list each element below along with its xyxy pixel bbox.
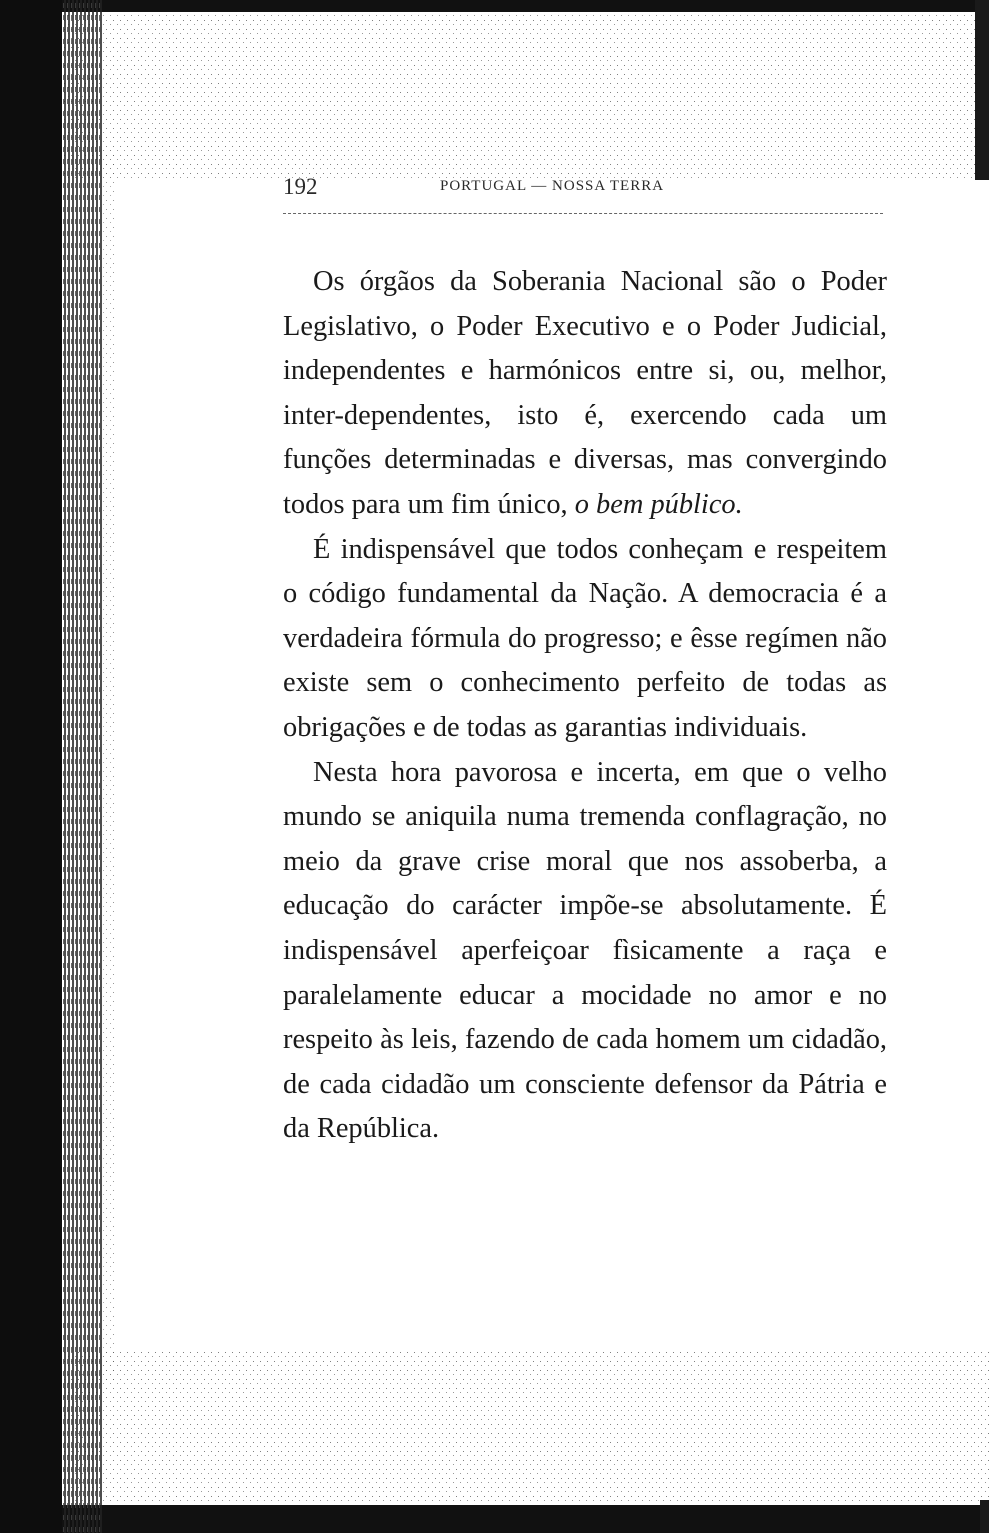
body-text	[283, 260, 887, 1152]
paragraph	[283, 260, 887, 528]
header-rule	[283, 213, 883, 214]
paragraph: Nesta hora pavorosa e incerta, em que o velho mundo se aniquila numa tremenda conflagração, no meio da grave crise moral que nos assoberba, a educação do carácter impõe-se absolutamente. É indispensável aperfeiçoar fìsicamente a raça e paralelamente educar a mocidade no amor e no respeito às leis, fazendo de cada homem um cidadão, de cada cidadão um consciente defensor da Pátria e da República.	[283, 756, 887, 1145]
page-header	[283, 174, 883, 204]
paragraph: É indispensável que todos conheçam e respeitem o código fundamental da Nação. A democracia é a verdadeira fórmula do progresso; e êsse regímen não existe sem o conhecimento perfeito de todas as obrigações e de todas as garantias individuais.	[283, 533, 887, 743]
page-number: 192	[283, 174, 318, 199]
running-title: PORTUGAL — NOSSA TERRA	[440, 178, 665, 194]
emphasis-text: o bem público.	[574, 488, 743, 520]
paragraph-text: Os órgãos da Soberania Nacional são o Poder Legislativo, o Poder Executivo e o Poder Judicial, independentes e harmónicos entre si, ou, melhor, inter-dependentes, isto é, exercendo cada um funções determinadas e diversas, mas convergindo todos para um fim único,	[283, 266, 887, 520]
